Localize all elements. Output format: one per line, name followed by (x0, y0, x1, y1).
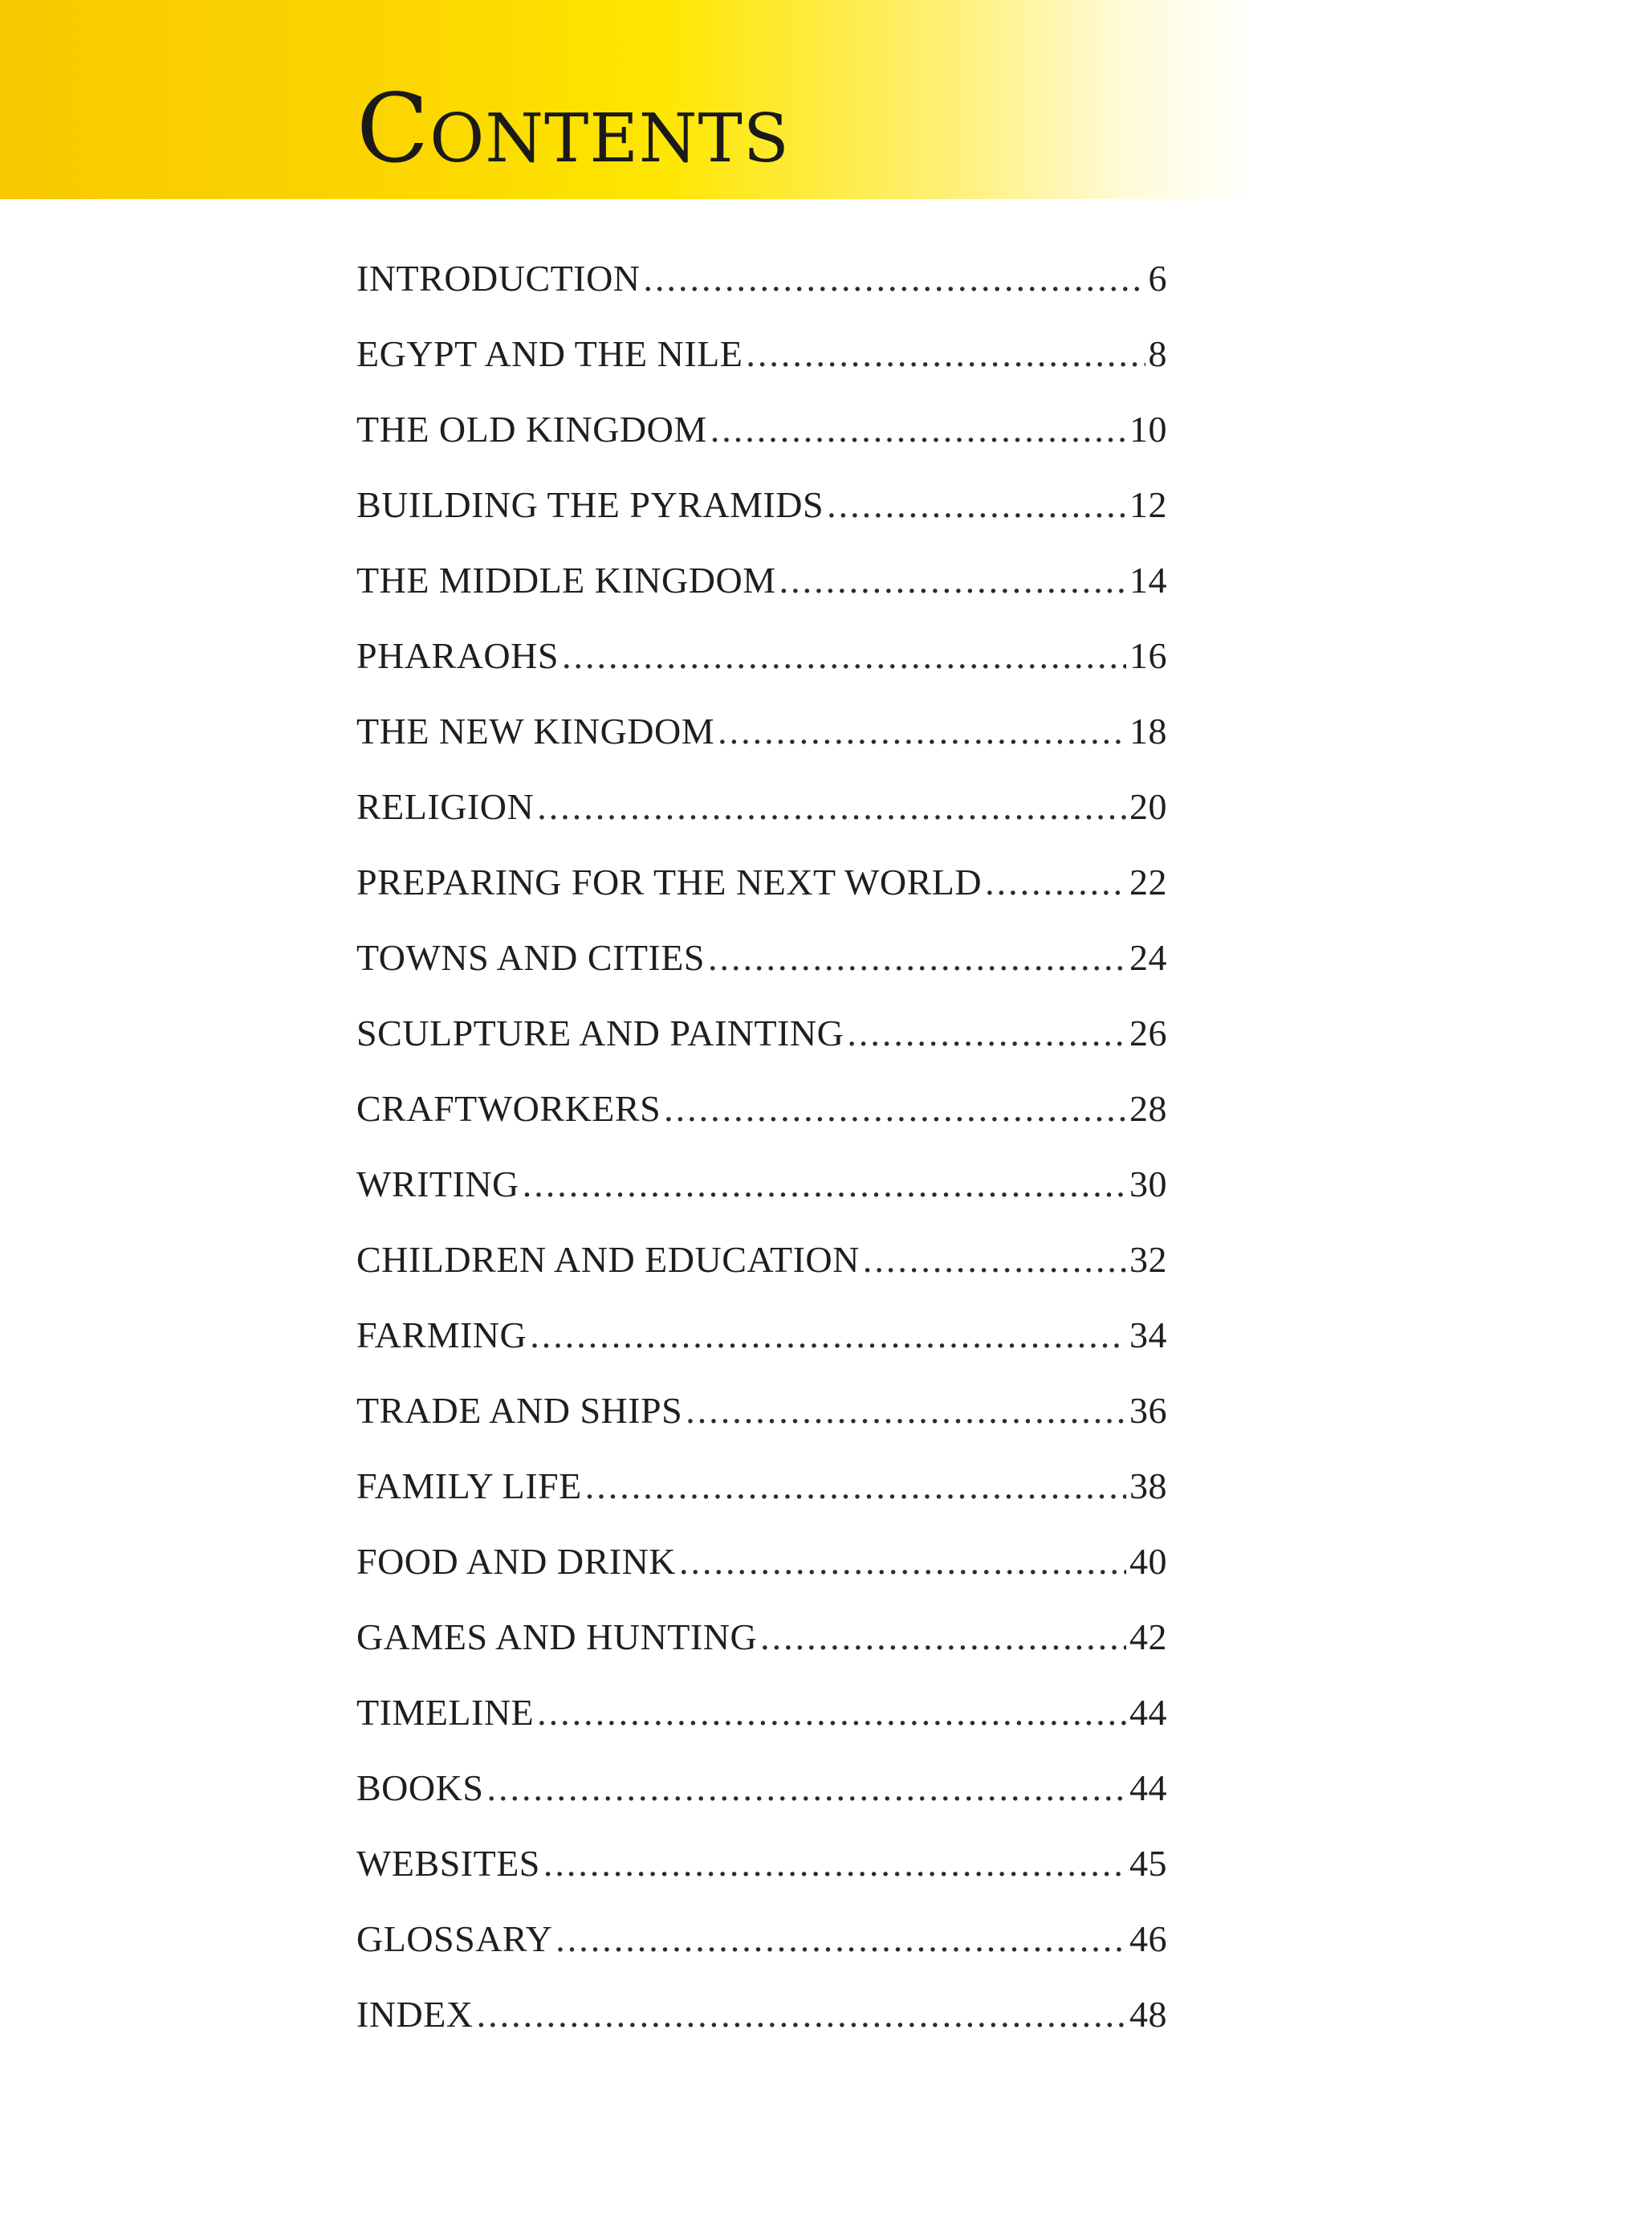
dot-leader (543, 1831, 1126, 1897)
dot-leader (562, 623, 1126, 689)
toc-entry-title: CHILDREN AND EDUCATION (356, 1239, 860, 1280)
toc-entry-page-number: 40 (1129, 1541, 1167, 1582)
dot-leader (523, 1151, 1126, 1217)
toc-entry-page-number: 42 (1129, 1616, 1167, 1657)
toc-entry-page-number: 16 (1129, 635, 1167, 676)
dot-leader (710, 397, 1126, 463)
dot-leader (847, 1000, 1126, 1066)
dot-leader (827, 472, 1126, 538)
table-of-contents (356, 246, 1167, 2057)
page-title: Contents (356, 73, 790, 184)
toc-entry[interactable] (356, 1076, 1167, 1151)
toc-entry-page-number: 10 (1129, 409, 1167, 450)
toc-entry[interactable] (356, 397, 1167, 472)
toc-entry-page-number: 45 (1129, 1843, 1167, 1884)
toc-entry-page-number: 46 (1129, 1918, 1167, 1959)
toc-entry-title: TRADE AND SHIPS (356, 1390, 683, 1431)
toc-entry-page-number: 30 (1129, 1163, 1167, 1204)
toc-entry[interactable] (356, 1151, 1167, 1227)
toc-entry[interactable] (356, 1529, 1167, 1604)
dot-leader (644, 246, 1145, 312)
toc-entry-page-number: 44 (1129, 1692, 1167, 1733)
dot-leader (863, 1227, 1126, 1293)
toc-entry-title: BOOKS (356, 1767, 484, 1808)
dot-leader (686, 1378, 1126, 1444)
toc-entry[interactable] (356, 623, 1167, 699)
toc-entry-title: TIMELINE (356, 1692, 535, 1733)
toc-entry-page-number: 32 (1129, 1239, 1167, 1280)
dot-leader (530, 1302, 1126, 1368)
toc-entry-title: FOOD AND DRINK (356, 1541, 677, 1582)
toc-entry-page-number: 34 (1129, 1314, 1167, 1355)
toc-entry-page-number: 12 (1129, 484, 1167, 525)
dot-leader (585, 1453, 1126, 1519)
toc-entry-page-number: 8 (1148, 333, 1167, 374)
toc-entry[interactable] (356, 548, 1167, 623)
toc-entry-page-number: 26 (1129, 1013, 1167, 1053)
toc-entry-title: CRAFTWORKERS (356, 1088, 661, 1129)
toc-entry-title: PHARAOHS (356, 635, 559, 676)
dot-leader (679, 1529, 1126, 1595)
toc-entry-page-number: 18 (1129, 711, 1167, 752)
toc-entry-page-number: 36 (1129, 1390, 1167, 1431)
toc-entry[interactable] (356, 1982, 1167, 2057)
toc-entry[interactable] (356, 1302, 1167, 1378)
dot-leader (718, 699, 1126, 764)
toc-entry-title: INTRODUCTION (356, 258, 641, 299)
toc-entry-title: GLOSSARY (356, 1918, 553, 1959)
toc-entry-title: RELIGION (356, 786, 535, 827)
toc-entry-title: PREPARING FOR THE NEXT WORLD (356, 862, 983, 903)
toc-entry-title: FARMING (356, 1314, 527, 1355)
toc-entry[interactable] (356, 1604, 1167, 1680)
dot-leader (746, 321, 1145, 387)
toc-entry-title: BUILDING THE PYRAMIDS (356, 484, 824, 525)
toc-entry-title: INDEX (356, 1994, 474, 2035)
dot-leader (537, 774, 1126, 840)
dot-leader (985, 850, 1126, 915)
toc-entry[interactable] (356, 699, 1167, 774)
toc-entry-title: THE OLD KINGDOM (356, 409, 707, 450)
toc-entry[interactable] (356, 1378, 1167, 1453)
toc-entry-page-number: 48 (1129, 1994, 1167, 2035)
toc-entry[interactable] (356, 1000, 1167, 1076)
toc-entry[interactable] (356, 1831, 1167, 1906)
toc-entry-title: TOWNS AND CITIES (356, 937, 705, 978)
toc-entry[interactable] (356, 1680, 1167, 1755)
toc-entry[interactable] (356, 1755, 1167, 1831)
dot-leader (537, 1680, 1126, 1746)
toc-entry[interactable] (356, 1227, 1167, 1302)
dot-leader (555, 1906, 1126, 1972)
toc-entry[interactable] (356, 246, 1167, 321)
toc-entry-title: WEBSITES (356, 1843, 540, 1884)
toc-entry[interactable] (356, 850, 1167, 925)
dot-leader (486, 1755, 1126, 1821)
dot-leader (664, 1076, 1126, 1142)
toc-entry-title: GAMES AND HUNTING (356, 1616, 758, 1657)
toc-entry-page-number: 24 (1129, 937, 1167, 978)
header-band (0, 0, 1652, 199)
toc-entry[interactable] (356, 774, 1167, 850)
toc-entry-page-number: 22 (1129, 862, 1167, 903)
toc-entry-page-number: 20 (1129, 786, 1167, 827)
toc-entry-page-number: 6 (1148, 258, 1167, 299)
toc-entry-page-number: 28 (1129, 1088, 1167, 1129)
dot-leader (477, 1982, 1126, 2048)
toc-entry[interactable] (356, 321, 1167, 397)
toc-entry-title: THE NEW KINGDOM (356, 711, 715, 752)
toc-entry[interactable] (356, 1906, 1167, 1982)
toc-entry-title: THE MIDDLE KINGDOM (356, 560, 776, 601)
toc-entry[interactable] (356, 925, 1167, 1000)
toc-entry-title: SCULPTURE AND PAINTING (356, 1013, 844, 1053)
toc-entry[interactable] (356, 1453, 1167, 1529)
dot-leader (708, 925, 1126, 991)
toc-entry-page-number: 14 (1129, 560, 1167, 601)
dot-leader (760, 1604, 1126, 1670)
toc-entry-title: WRITING (356, 1163, 519, 1204)
toc-entry-page-number: 44 (1129, 1767, 1167, 1808)
toc-entry-page-number: 38 (1129, 1465, 1167, 1506)
dot-leader (779, 548, 1126, 613)
toc-entry-title: EGYPT AND THE NILE (356, 333, 743, 374)
toc-entry-title: FAMILY LIFE (356, 1465, 582, 1506)
toc-entry[interactable] (356, 472, 1167, 548)
